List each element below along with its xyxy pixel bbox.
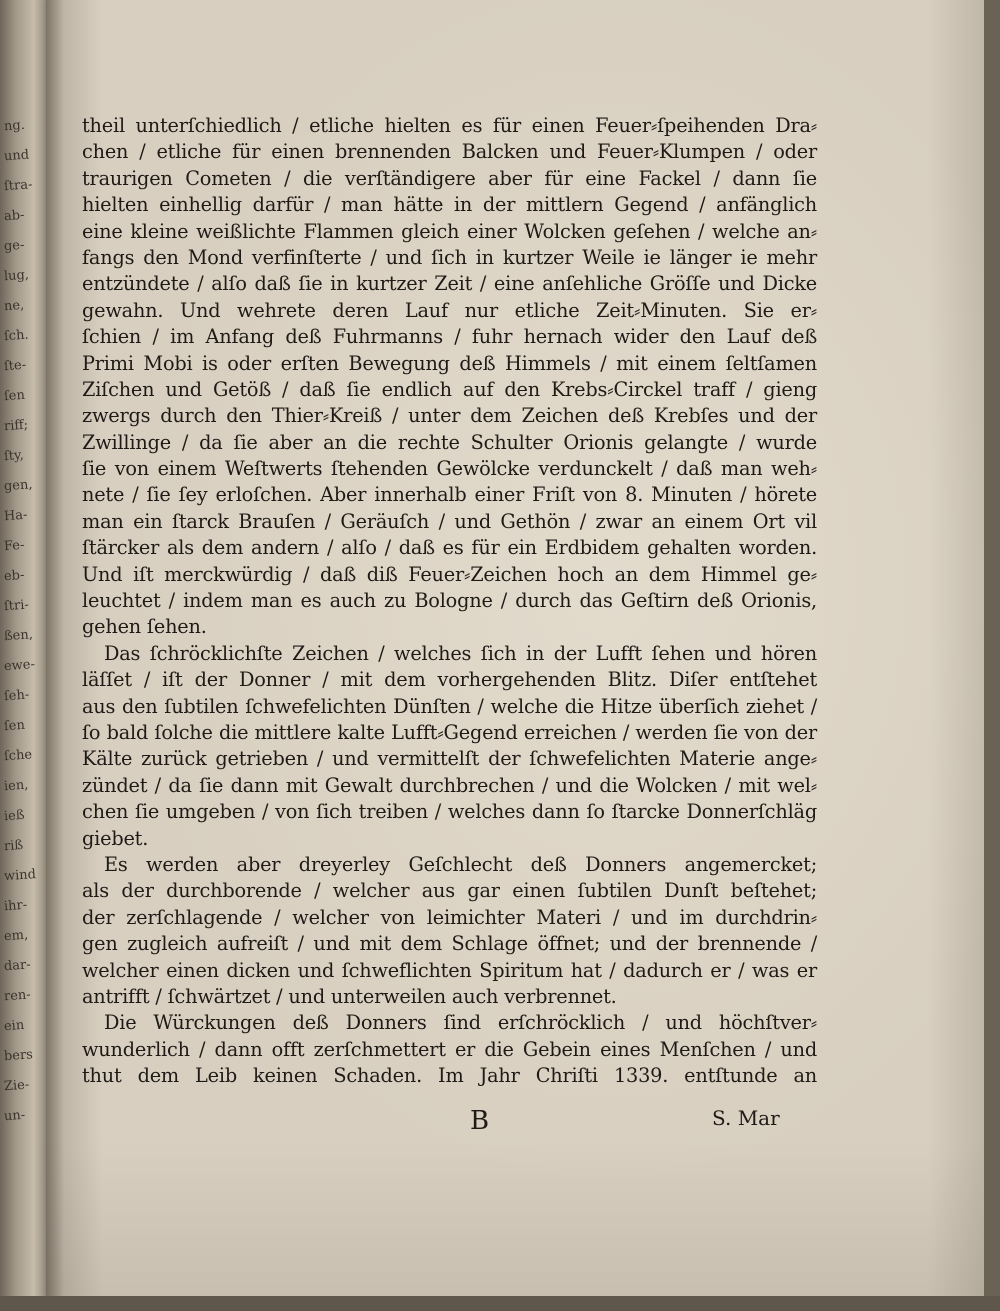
text-line: der zerſchlagende / welcher von leimichter Materi / und im durchdrin⸗ [82, 905, 817, 929]
text-line: chen ſie umgeben / von ſich treiben / welches dann ſo ſtarcke Donnerſchläg [82, 800, 817, 824]
text-line: wunderlich / dann offt zerſchmettert er die Gebein eines Menſchen / und [82, 1037, 817, 1061]
text-line: Primi Mobi is oder erſten Bewegung deß Himmels / mit einem ſeltſamen [82, 351, 817, 375]
text-line-paragraph-start: Es werden aber dreyerley Geſchlecht deß Donners angemercket; [104, 852, 817, 876]
text-line: hielten einhellig darfür / man hätte in der mittlern Gegend / anfänglich [82, 193, 817, 217]
facing-page-fragment: gen, [3, 477, 33, 495]
text-line: welcher einen dicken und ſchweflichten Spiritum hat / dadurch er / was er [82, 958, 817, 982]
text-line: ſie von einem Weſtwerts ſtehenden Gewölcke verdunckelt / daß man weh⸗ [82, 457, 817, 481]
facing-page-fragment: und [3, 147, 30, 165]
text-line-paragraph-start: Die Würckungen deß Donners ſind erſchröcklich / und höchſtver⸗ [104, 1011, 817, 1035]
signature-mark: B [470, 1106, 490, 1136]
text-line: eine kleine weißlichte Flammen gleich einer Wolcken geſehen / welche an⸗ [82, 219, 817, 243]
facing-page-fragment: ihr- [3, 897, 28, 915]
facing-page-fragment: ge- [3, 237, 25, 255]
facing-page-fragment: ſeh- [3, 687, 30, 705]
facing-page-fragment: ſch. [3, 327, 30, 345]
text-line: ſchien / im Anfang deß Fuhrmanns / fuhr hernach wider den Lauf deß [82, 325, 817, 349]
facing-page-fragment: ab- [3, 207, 25, 225]
facing-page-fragment: ein [3, 1017, 25, 1035]
text-line-paragraph-start: Das ſchröcklichſte Zeichen / welches ſich in der Lufft ſehen und hören [104, 641, 817, 665]
gutter-shadow [46, 0, 64, 1296]
text-line: zündet / da ſie dann mit Gewalt durchbrechen / und die Wolcken / mit wel⸗ [82, 773, 817, 797]
facing-page-fragment: ien, [3, 777, 29, 795]
facing-page-fragment: un- [3, 1107, 26, 1125]
text-line: leuchtet / indem man es auch zu Bologne / durch das Geſtirn deß Orionis, [82, 589, 817, 613]
text-line: aus den ſubtilen ſchwefelichten Dünſten / welche die Hitze überſich ziehet / [82, 694, 817, 718]
text-line: Ziſchen und Getöß / daß ſie endlich auf den Krebs⸗Circkel traff / gieng [82, 377, 817, 401]
text-line-paragraph-end: giebet. [82, 826, 149, 850]
text-line: als der durchborende / welcher aus gar einen ſubtilen Dunſt beſtehet; [82, 879, 817, 903]
text-line: traurigen Cometen / die verſtändigere aber für eine Fackel / dann ſie [82, 166, 817, 190]
text-line: Und iſt merckwürdig / daß diß Feuer⸗Zeichen hoch an dem Himmel ge⸗ [82, 562, 817, 586]
scan-background-bottom [0, 1296, 1000, 1311]
text-line: entzündete / alſo daß ſie in kurtzer Zeit / eine anſehliche Gröſſe und Dicke [82, 272, 817, 296]
text-line: theil unterſchiedlich / etliche hielten es für einen Feuer⸗ſpeihenden Dra⸗ [82, 114, 817, 137]
facing-page-fragment: lug, [3, 267, 30, 285]
facing-page-fragment: eb- [3, 567, 25, 585]
text-line-paragraph-end: antrifft / ſchwärtzet / und unterweilen auch verbrennet. [82, 984, 617, 1008]
facing-page-fragment: ewe- [3, 657, 36, 675]
facing-page-fragment: ſen [3, 717, 26, 735]
facing-page-fragment: riß [3, 837, 24, 855]
text-line: gen zugleich aufreiſt / und mit dem Schlage öffnet; und der brennende / [82, 932, 817, 956]
facing-page-fragment: ſtra- [3, 177, 33, 195]
text-line: Zwillinge / da ſie aber an die rechte Schulter Orionis gelangte / wurde [82, 430, 817, 454]
facing-page-fragment: Ha- [3, 507, 28, 525]
facing-page-fragment: Fe- [3, 537, 25, 555]
scan-background-right [984, 0, 1000, 1311]
facing-page-fragment: riff; [3, 417, 29, 435]
catchword: S. Mar [712, 1106, 780, 1130]
facing-page-fragment: ieß [3, 807, 26, 825]
text-line: man ein ſtarck Brauſen / Geräuſch / und Gethön / zwar an einem Ort vil [82, 509, 817, 533]
facing-page-fragment: Zie- [3, 1077, 30, 1095]
text-line: nete / ſie ſey erloſchen. Aber innerhalb einer Friſt von 8. Minuten / hörete [82, 483, 817, 507]
facing-page-fragment: wind [3, 867, 37, 885]
text-line: läſſet / iſt der Donner / mit dem vorhergehenden Blitz. Diſer entſtehet [82, 668, 817, 692]
text-line-paragraph-end: gehen ſehen. [82, 615, 207, 639]
text-line: zwergs durch den Thier⸗Kreiß / unter dem Zeichen deß Krebſes und der [82, 404, 817, 428]
facing-page-fragment: ſtri- [3, 597, 30, 615]
text-line: chen / etliche für einen brennenden Balcken und Feuer⸗Klumpen / oder [82, 140, 817, 164]
facing-page-edge [0, 0, 48, 1311]
text-line: fangs den Mond verfinſterte / und ſich in kurtzer Weile ie länger ie mehr [82, 245, 817, 269]
facing-page-fragment: ng. [3, 117, 26, 135]
facing-page-fragment: em, [3, 927, 29, 945]
facing-page-fragment: ne, [3, 297, 25, 315]
facing-page-fragment: ßen, [3, 627, 34, 645]
body-text [82, 113, 817, 1089]
facing-page-fragment: dar- [3, 957, 32, 975]
facing-page-fragment: ren- [3, 987, 32, 1005]
text-line: ſtärcker als dem andern / alſo / daß es für ein Erdbidem gehalten worden. [82, 536, 817, 560]
text-line: Kälte zurück getrieben / und vermittelſt der ſchwefelichten Materie ange⸗ [82, 747, 817, 771]
text-line: thut dem Leib keinen Schaden. Im Jahr Chriſti 1339. entſtunde an [82, 1064, 817, 1088]
facing-page-fragment: ſte- [3, 357, 27, 375]
text-line: ſo bald ſolche die mittlere kalte Lufft⸗Gegend erreichen / werden ſie von der [82, 720, 817, 744]
facing-page-fragment: ſty, [3, 447, 25, 465]
facing-page-fragment: ſche [3, 747, 33, 765]
facing-page-fragment: ſen [3, 387, 26, 405]
text-line: gewahn. Und wehrete deren Lauf nur etliche Zeit⸗Minuten. Sie er⸗ [82, 298, 817, 322]
facing-page-fragment: bers [3, 1047, 34, 1065]
